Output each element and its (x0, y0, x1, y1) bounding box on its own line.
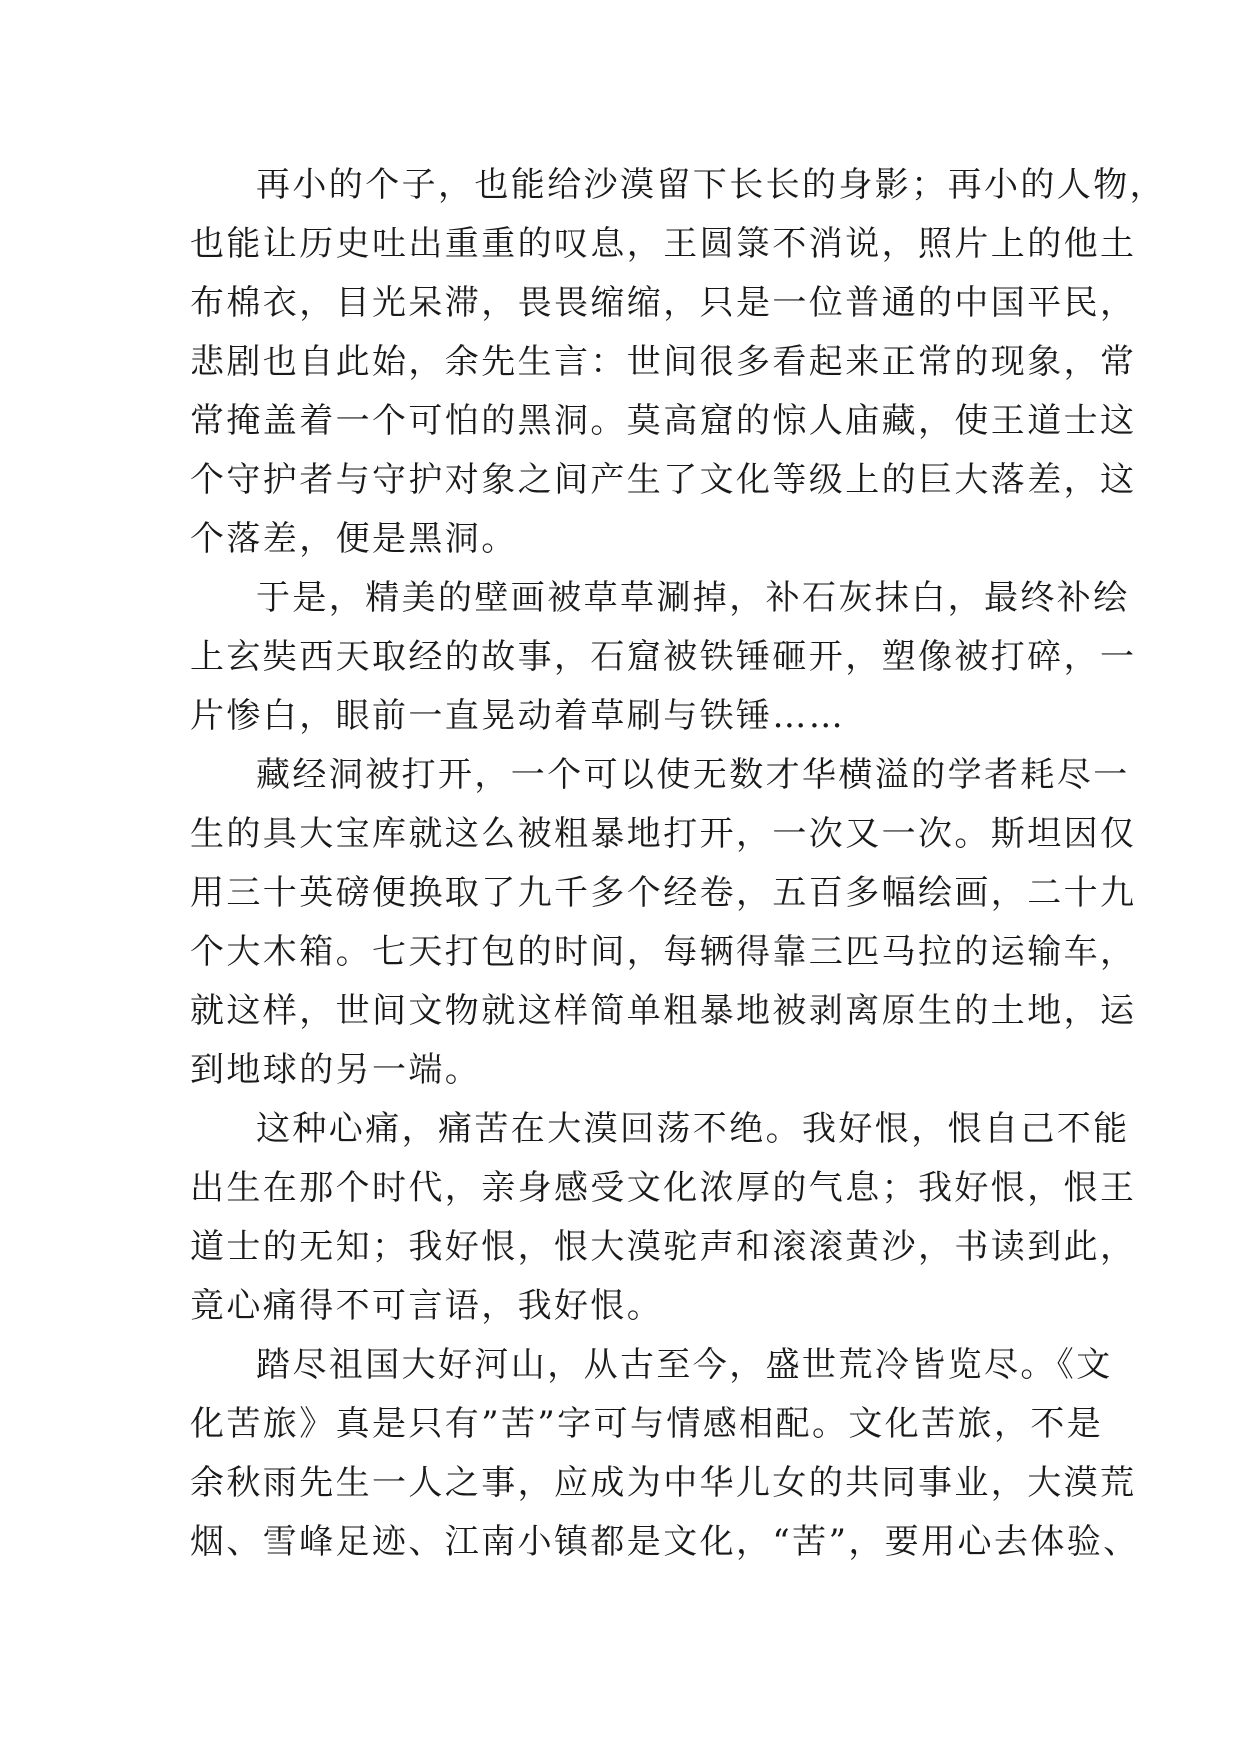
text-line: 布棉衣，目光呆滞，畏畏缩缩，只是一位普通的中国平民， (190, 283, 1137, 323)
text-line: 于是，精美的壁画被草草涮掉，补石灰抹白，最终补绘 (256, 578, 1130, 618)
text-line: 个大木箱。七天打包的时间，每辆得靠三匹马拉的运输车， (190, 932, 1137, 972)
text-line: 出生在那个时代，亲身感受文化浓厚的气息；我好恨，恨王 (190, 1168, 1137, 1208)
text-line: 这种心痛，痛苦在大漠回荡不绝。我好恨，恨自己不能 (256, 1109, 1130, 1149)
text-line: 踏尽祖国大好河山，从古至今，盛世荒冷皆览尽。《文 (256, 1345, 1113, 1385)
text-line: 悲剧也自此始，余先生言：世间很多看起来正常的现象，常 (190, 342, 1137, 382)
text-line: 生的具大宝库就这么被粗暴地打开，一次又一次。斯坦因仅 (190, 814, 1137, 854)
text-line: 片惨白，眼前一直晃动着草刷与铁锤…… (190, 696, 846, 736)
text-line: 就这样，世间文物就这样简单粗暴地被剥离原生的土地，运 (190, 991, 1137, 1031)
text-line: 个落差，便是黑洞。 (190, 519, 518, 559)
text-line: 到地球的另一端。 (190, 1050, 482, 1090)
paragraph (190, 746, 1137, 1100)
paragraph (190, 569, 1137, 746)
text-line: 也能让历史吐出重重的叹息，王圆箓不消说，照片上的他土 (190, 224, 1137, 264)
text-line: 烟、雪峰足迹、江南小镇都是文化，“苦”，要用心去体验、 (190, 1522, 1140, 1562)
paragraph (190, 1100, 1137, 1336)
text-line: 藏经洞被打开，一个可以使无数才华横溢的学者耗尽一 (256, 755, 1130, 795)
text-line: 再小的个子，也能给沙漠留下长长的身影；再小的人物， (256, 165, 1166, 205)
text-line: 化苦旅》真是只有”苦”字可与情感相配。文化苦旅，不是 (190, 1404, 1104, 1444)
paragraph (190, 156, 1166, 569)
text-line: 个守护者与守护对象之间产生了文化等级上的巨大落差，这 (190, 460, 1137, 500)
document-body (190, 156, 1166, 1572)
text-line: 余秋雨先生一人之事，应成为中华儿女的共同事业，大漠荒 (190, 1463, 1137, 1503)
text-line: 竟心痛得不可言语，我好恨。 (190, 1286, 664, 1326)
text-line: 上玄奘西天取经的故事，石窟被铁锤砸开，塑像被打碎，一 (190, 637, 1137, 677)
text-line: 常掩盖着一个可怕的黑洞。莫高窟的惊人庙藏，使王道士这 (190, 401, 1137, 441)
text-line: 用三十英磅便换取了九千多个经卷，五百多幅绘画，二十九 (190, 873, 1137, 913)
text-line: 道士的无知；我好恨，恨大漠驼声和滚滚黄沙，书读到此， (190, 1227, 1137, 1267)
paragraph (190, 1336, 1140, 1572)
